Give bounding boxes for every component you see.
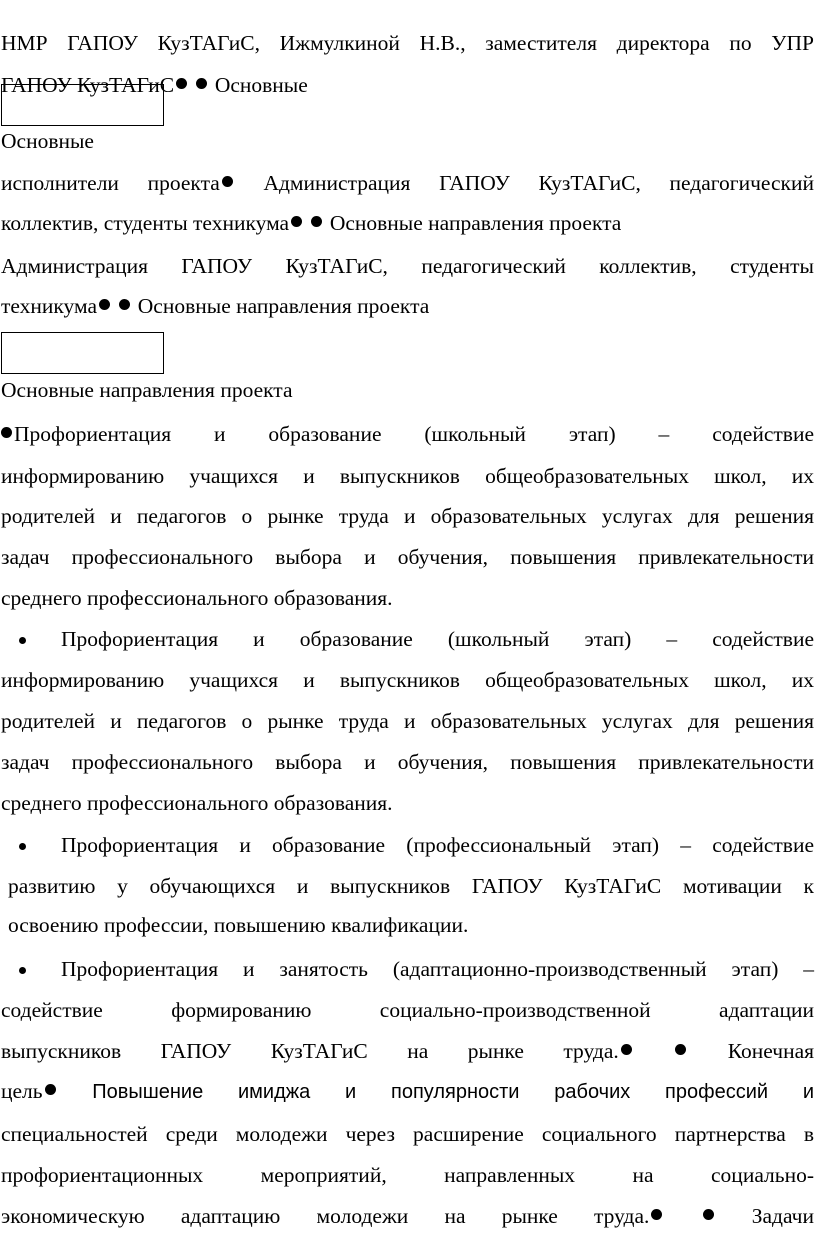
text-line: цель Повышение имиджа и популярности рабочих профессий и <box>1 1079 814 1103</box>
bullet-icon <box>119 299 130 310</box>
text-line: экономическую адаптацию молодежи на рынке труда. Задачи <box>1 1204 814 1228</box>
text-line: Администрация ГАПОУ КузТАГиС, педагогический коллектив, студенты <box>1 254 814 278</box>
text-line: Профориентация и образование (школьный этап) – содействие <box>1 424 814 446</box>
bullet-icon <box>176 78 187 89</box>
bullet-icon <box>651 1209 662 1220</box>
bullet-icon <box>311 216 322 227</box>
text-line: специальностей среди молодежи через расширение социального партнерства в <box>1 1122 814 1146</box>
bullet-icon <box>19 843 26 850</box>
bullet-icon <box>222 176 233 187</box>
section-label: Основные <box>1 129 94 153</box>
bullet-icon <box>1 427 12 438</box>
text-line: задач профессионального выбора и обучения, повышения привлекательности <box>1 545 814 569</box>
bullet-icon <box>19 637 26 644</box>
bullet-icon <box>703 1209 714 1220</box>
text-line: исполнители проекта Администрация ГАПОУ КузТАГиС, педагогический <box>1 171 814 195</box>
bullet-icon <box>621 1044 632 1055</box>
text-line: освоению профессии, повышению квалификации. <box>8 913 469 937</box>
text-line: профориентационных мероприятий, направленных на социально- <box>1 1163 814 1187</box>
text-line: родителей и педагогов о рынке труда и образовательных услугах для решения <box>1 709 814 733</box>
placeholder-box <box>1 332 164 374</box>
placeholder-box <box>1 84 164 126</box>
text-line: среднего профессионального образования. <box>1 586 393 610</box>
bullet-icon <box>45 1084 56 1095</box>
document-page: НМР ГАПОУ КузТАГиС, Ижмулкиной Н.В., заместителя директора по УПР ГАПОУ КузТАГиС Основные Основные исполнители проекта Администрация ГАПОУ КузТАГиС, педагогический коллектив, студенты техникума Основные направления проекта Администрация ГАПОУ КузТАГиС, педагогический коллектив, студенты техникума Основные направления проекта Основные направления проекта Профориентация и образование (школьный этап) – содействие информированию учащихся и выпускников общеобразовательных школ, их родителей и педагогов о рынке труда и образовательных услугах для решения задач профессионального выбора и обучения, повышения привлекательности среднего профессионального образования. Профориентация и образование (школьный этап) – содействие информированию учащихся и выпускников общеобразовательных школ, их родителей и педагогов о рынке труда и образовательных услугах для решения задач профессионального выбора и обучения, повышения привлекательности среднего профессионального образования. Профориентация и образование (профессиональный этап) – содействие развитию у обучающихся и выпускников ГАПОУ КузТАГиС мотивации к освоению профессии, повышению квалификации. Профориентация и занятость (адаптационно-производственный этап) – содействие формированию социально-производственной адаптации выпускников ГАПОУ КузТАГиС на рынке труда. Конечная цель Повышение имиджа и популярности рабочих профессий и специальностей среди молодежи через расширение социального партнерства в профориентационных мероприятий, направленных на социально- экономическую адаптацию молодежи на рынке труда. Задачи <box>1 31 815 1228</box>
text-line: развитию у обучающихся и выпускников ГАПОУ КузТАГиС мотивации к <box>8 874 814 898</box>
text-line: родителей и педагогов о рынке труда и образовательных услугах для решения <box>1 504 814 528</box>
text-line: среднего профессионального образования. <box>1 791 393 815</box>
text-line: задач профессионального выбора и обучения, повышения привлекательности <box>1 750 814 774</box>
text-line: техникума Основные направления проекта <box>1 294 430 318</box>
bullet-icon <box>19 967 26 974</box>
text-line: содействие формированию социально-производственной адаптации <box>1 998 814 1022</box>
bullet-icon <box>99 299 110 310</box>
text-line: НМР ГАПОУ КузТАГиС, Ижмулкиной Н.В., заместителя директора по УПР <box>1 31 814 55</box>
text-line: ГАПОУ КузТАГиС Основные <box>1 73 308 97</box>
text-line: информированию учащихся и выпускников общеобразовательных школ, их <box>1 668 814 692</box>
text-line: выпускников ГАПОУ КузТАГиС на рынке труда. Конечная <box>1 1039 815 1063</box>
text-line: информированию учащихся и выпускников общеобразовательных школ, их <box>1 464 814 488</box>
bullet-icon <box>675 1044 686 1055</box>
bullet-icon <box>196 78 207 89</box>
text-line: коллектив, студенты техникума Основные направления проекта <box>1 211 622 235</box>
bullet-icon <box>291 216 302 227</box>
section-label: Основные направления проекта <box>1 378 293 402</box>
